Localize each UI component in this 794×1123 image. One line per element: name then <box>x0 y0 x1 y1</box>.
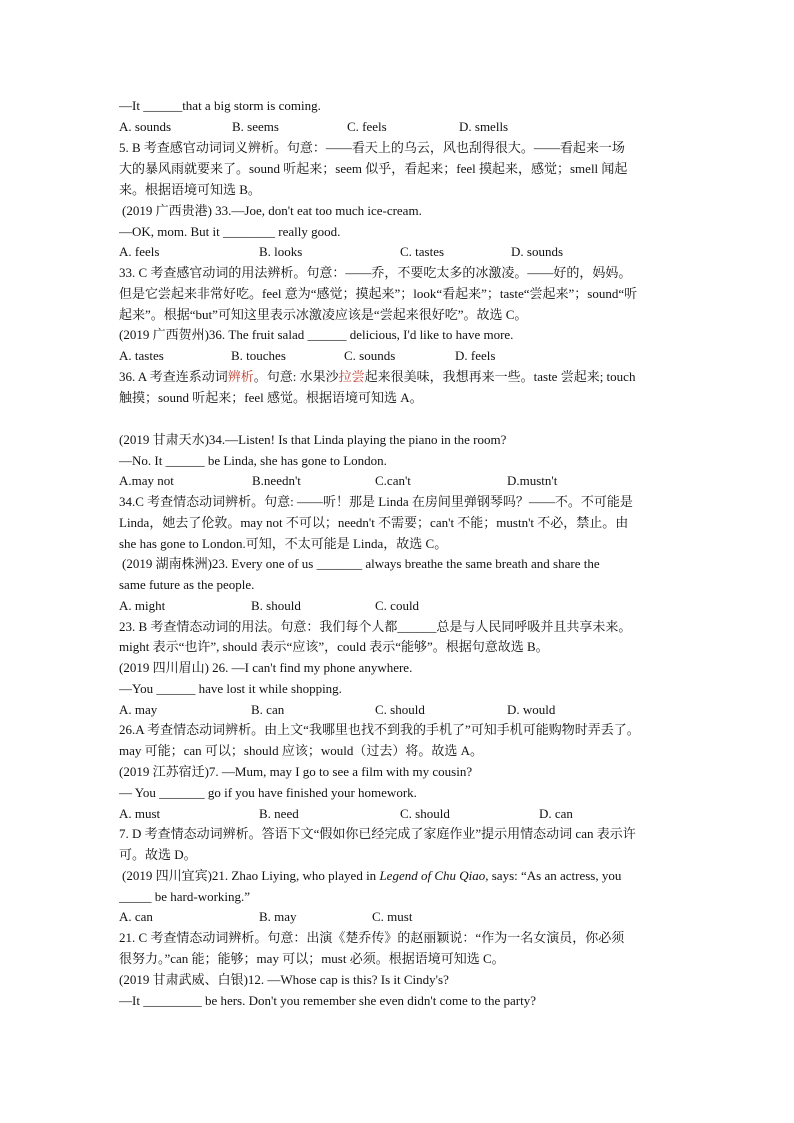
text-line: 7. D 考查情态动词辨析。答语下文“假如你已经完成了家庭作业”提示用情态动词 can 表示许 <box>119 826 636 841</box>
text-line: Linda，她去了伦敦。may not 不可以；needn't 不需要；can't 不能；mustn't 不必，禁止。由 <box>119 515 629 530</box>
option-b: B. may <box>259 909 297 924</box>
option-c: C. should <box>375 702 425 717</box>
option-b: B. seems <box>232 119 279 134</box>
text-line: —No. It ______ be Linda, she has gone to London. <box>119 453 387 468</box>
text-line: —You ______ have lost it while shopping. <box>119 681 342 696</box>
text-line: _____ be hard-working.” <box>119 889 251 904</box>
option-c: C. could <box>375 598 420 613</box>
text-line: 5. B 考查感官动词词义辨析。句意：——看天上的乌云，风也刮得很大。——看起来一场 <box>119 140 625 155</box>
option-a: A. sounds <box>119 119 172 134</box>
text-line: 可。故选 D。 <box>119 847 197 862</box>
option-b: B. can <box>251 702 285 717</box>
question-source-line: (2019 江苏宿迁)7. —Mum, may I go to see a film with my cousin? <box>119 764 473 779</box>
option-a: A. may <box>119 702 158 717</box>
option-d: D. would <box>507 702 556 717</box>
highlighted-text: 辨析 <box>227 369 254 384</box>
text-line: same future as the people. <box>119 577 255 592</box>
text-line: 21. C 考查情态动词辨析。句意：出演《楚乔传》的赵丽颖说：“作为一名女演员，你必须 <box>119 930 625 945</box>
italic-title: Legend of Chu Qiao <box>379 868 486 883</box>
question-source-line: (2019 湖南株洲)23. Every one of us _______ always breathe the same breath and share the <box>122 556 600 571</box>
text-run: , says: “As an actress, you <box>485 868 622 883</box>
text-run: 起来很美味，我想再来一些。taste 尝起来; touch <box>364 369 636 384</box>
text-line: she has gone to London.可知，不太可能是 Linda，故选 C。 <box>119 536 448 551</box>
option-d: D. sounds <box>511 244 564 259</box>
option-c: C. feels <box>347 119 387 134</box>
text-line: —It _________ be hers. Don't you remember she even didn't come to the party? <box>119 993 536 1008</box>
option-a: A. tastes <box>119 348 164 363</box>
text-line: 34.C 考查情态动词辨析。句意: ——听！那是 Linda 在房间里弹钢琴吗？——不。不可能是 <box>119 494 633 509</box>
option-b: B. touches <box>231 348 286 363</box>
option-c: C. tastes <box>400 244 445 259</box>
option-b: B.needn't <box>252 473 301 488</box>
text-line: —It ______that a big storm is coming. <box>119 98 321 113</box>
text-line: 33. C 考查感官动词的用法辨析。句意：——乔，不要吃太多的冰激凌。——好的，妈妈。 <box>119 265 632 280</box>
text-line <box>119 367 679 387</box>
text-line: 触摸；sound 听起来；feel 感觉。根据语境可知选 A。 <box>119 390 423 405</box>
option-d: D. smells <box>459 119 509 134</box>
question-source-line: (2019 广西贵港) 33.—Joe, don't eat too much ice-cream. <box>122 203 422 218</box>
text-run: (2019 四川宜宾)21. Zhao Liying, who played in <box>122 868 380 883</box>
question-source-line: (2019 广西贺州)36. The fruit salad ______ delicious, I'd like to have more. <box>119 327 514 342</box>
option-d: D. can <box>539 806 573 821</box>
option-b: B. should <box>251 598 301 613</box>
option-d: D.mustn't <box>507 473 558 488</box>
text-line: may 可能；can 可以；should 应该；would（过去）将。故选 A。 <box>119 743 483 758</box>
option-a: A. can <box>119 909 153 924</box>
option-c: C.can't <box>375 473 411 488</box>
text-line: 26.A 考查情态动词辨析。由上文“我哪里也找不到我的手机了”可知手机可能购物时弄丢了。 <box>119 722 640 737</box>
option-c: C. must <box>372 909 413 924</box>
question-source-line: (2019 甘肃武威、白银)12. —Whose cap is this? Is it Cindy's? <box>119 972 449 987</box>
option-a: A. must <box>119 806 161 821</box>
text-run: 36. A 考查连系动词 <box>119 369 228 384</box>
text-line: 但是它尝起来非常好吃。feel 意为“感觉；摸起来”；look“看起来”；taste“尝起来”；sound“听 <box>119 286 638 301</box>
text-line: 23. B 考查情态动词的用法。句意：我们每个人都______总是与人民同呼吸并且共享未来。 <box>119 619 632 634</box>
text-line: 来。根据语境可知选 B。 <box>119 182 261 197</box>
text-line: — You _______ go if you have finished your homework. <box>119 785 417 800</box>
option-a: A. might <box>119 598 166 613</box>
text-line: 很努力。”can 能；能够；may 可以；must 必须。根据语境可知选 C。 <box>119 951 505 966</box>
text-line: 起来”。根据“but”可知这里表示冰激凌应该是“尝起来很好吃”。故选 C。 <box>119 307 528 322</box>
option-a: A. feels <box>119 244 160 259</box>
question-source-line <box>122 866 682 886</box>
text-line: 大的暴风雨就要来了。sound 听起来；seem 似乎，看起来；feel 摸起来，感觉；smell 闻起 <box>119 161 628 176</box>
highlighted-text: 拉尝 <box>338 369 365 384</box>
option-d: D. feels <box>455 348 496 363</box>
text-line: —OK, mom. But it ________ really good. <box>119 224 341 239</box>
question-source-line: (2019 甘肃天水)34.—Listen! Is that Linda playing the piano in the room? <box>119 432 507 447</box>
text-run: 。句意: 水果沙 <box>253 369 339 384</box>
text-line: might 表示“也许”, should 表示“应该”，could 表示“能够”。根据句意故选 B。 <box>119 639 549 654</box>
option-c: C. sounds <box>344 348 396 363</box>
option-c: C. should <box>400 806 450 821</box>
question-source-line: (2019 四川眉山) 26. —I can't find my phone anywhere. <box>119 660 413 675</box>
option-b: B. need <box>259 806 299 821</box>
option-b: B. looks <box>259 244 303 259</box>
option-a: A.may not <box>119 473 174 488</box>
